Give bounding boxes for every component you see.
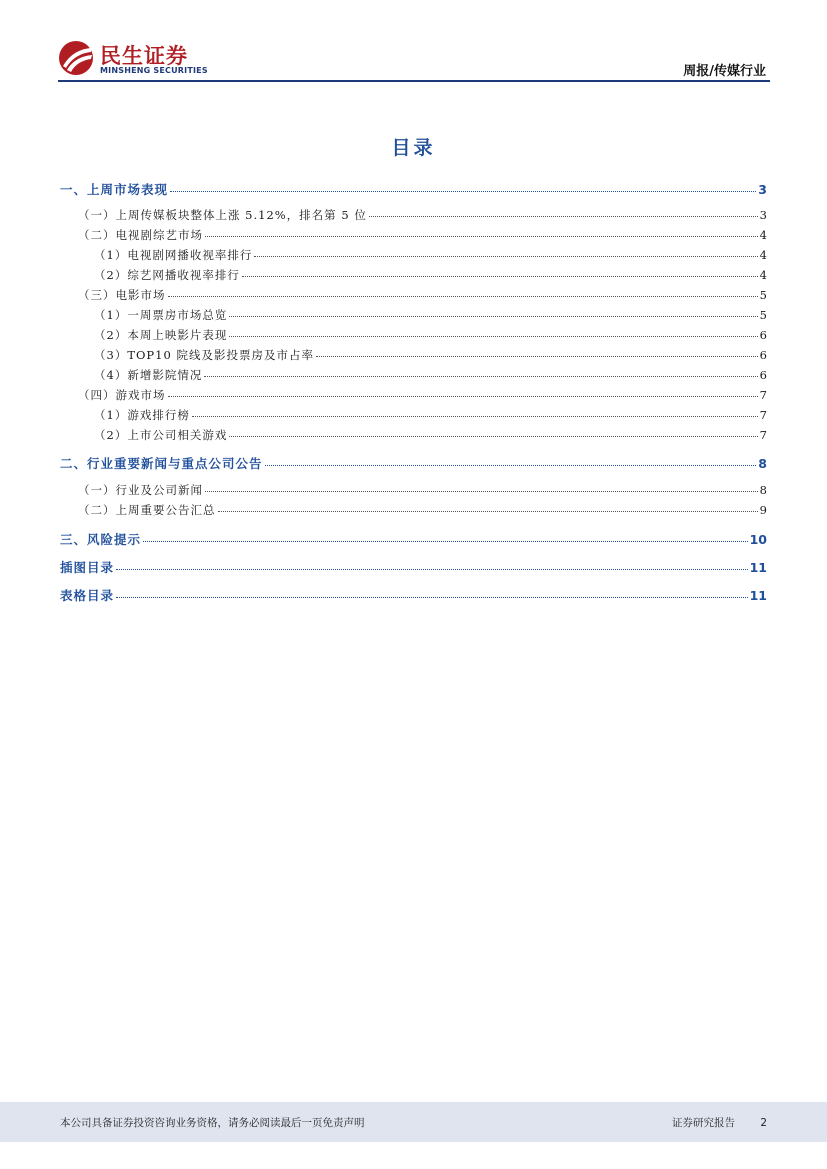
toc-entry-page: 5 (759, 308, 767, 322)
toc-entry-page: 4 (759, 268, 767, 282)
toc-entry-label: （一）上周传媒板块整体上涨 5.12%，排名第 5 位 (78, 208, 367, 222)
toc-entry[interactable] (94, 307, 767, 323)
minsheng-logo-icon (58, 40, 94, 76)
toc-entry[interactable] (60, 558, 767, 576)
toc-leader-dots (168, 296, 758, 297)
toc-entry-page: 3 (759, 208, 767, 222)
toc-leader-dots (143, 541, 748, 542)
toc-entry-page: 7 (759, 408, 767, 422)
footer-disclaimer: 本公司具备证券投资咨询业务资格，请务必阅读最后一页免责声明 (60, 1117, 365, 1129)
toc-leader-dots (369, 216, 758, 217)
toc-entry-label: （2）综艺网播收视率排行 (94, 268, 240, 282)
toc-entry-label: （1）电视剧网播收视率排行 (94, 248, 253, 262)
toc-leader-dots (192, 416, 758, 417)
toc-leader-dots (218, 511, 758, 512)
page-number: 2 (760, 1117, 767, 1129)
toc-entry-page: 6 (759, 328, 767, 342)
toc-leader-dots (168, 396, 758, 397)
toc-entry[interactable] (60, 586, 767, 604)
toc-leader-dots (205, 491, 758, 492)
toc-entry-page: 9 (759, 503, 767, 517)
toc-entry-label: 一、上周市场表现 (60, 182, 169, 197)
toc-entry[interactable] (94, 247, 767, 263)
toc-leader-dots (204, 376, 757, 377)
toc-entry-page: 8 (759, 483, 767, 497)
toc-entry-label: （二）上周重要公告汇总 (78, 503, 216, 517)
toc-entry-page: 4 (759, 228, 767, 242)
toc-entry[interactable] (94, 427, 767, 443)
logo-chinese-name: 民生证券 (100, 44, 188, 68)
toc-entry-label: （一）行业及公司新闻 (78, 483, 203, 497)
toc-entry-page: 7 (759, 388, 767, 402)
header-divider (58, 80, 770, 82)
toc-entry[interactable] (78, 502, 767, 518)
toc-leader-dots (205, 236, 758, 237)
toc-entry[interactable] (78, 287, 767, 303)
toc-leader-dots (170, 191, 756, 192)
toc-entry[interactable] (94, 347, 767, 363)
toc-entry-page: 8 (758, 456, 767, 471)
toc-leader-dots (229, 316, 757, 317)
toc-entry[interactable] (94, 367, 767, 383)
toc-entry-page: 4 (759, 248, 767, 262)
report-type-label: 周报/传媒行业 (683, 64, 766, 79)
toc-entry[interactable] (94, 327, 767, 343)
toc-leader-dots (229, 436, 757, 437)
toc-entry[interactable] (60, 530, 767, 548)
toc-entry-label: （2）上市公司相关游戏 (94, 428, 228, 442)
page-header (58, 36, 770, 82)
logo-english-name: MINSHENG SECURITIES (100, 66, 208, 75)
toc-entry-label: 二、行业重要新闻与重点公司公告 (60, 456, 263, 471)
toc-leader-dots (316, 356, 758, 357)
toc-entry-label: （二）电视剧综艺市场 (78, 228, 203, 242)
toc-entry-label: （四）游戏市场 (78, 388, 166, 402)
toc-entry-label: （2）本周上映影片表现 (94, 328, 228, 342)
toc-entry-page: 10 (749, 532, 767, 547)
toc-entry[interactable] (78, 387, 767, 403)
toc-entry-page: 5 (759, 288, 767, 302)
toc-entry-page: 11 (749, 588, 767, 603)
toc-leader-dots (265, 465, 757, 466)
toc-entry[interactable] (78, 227, 767, 243)
toc-entry-page: 6 (759, 348, 767, 362)
toc-entry[interactable] (60, 180, 767, 198)
toc-leader-dots (116, 569, 748, 570)
toc-entry-label: 插图目录 (60, 560, 115, 575)
toc-leader-dots (116, 597, 748, 598)
toc-entry-label: 三、风险提示 (60, 532, 142, 547)
toc-entry-label: （3）TOP10 院线及影投票房及市占率 (94, 348, 314, 362)
toc-entry[interactable] (78, 482, 767, 498)
toc-entry-label: （三）电影市场 (78, 288, 166, 302)
toc-leader-dots (229, 336, 757, 337)
toc-entry-page: 6 (759, 368, 767, 382)
toc-entry-page: 11 (749, 560, 767, 575)
toc-entry-page: 7 (759, 428, 767, 442)
toc-leader-dots (242, 276, 758, 277)
toc-entry-page: 3 (758, 182, 767, 197)
toc-entry[interactable] (78, 207, 767, 223)
toc-entry[interactable] (60, 454, 767, 472)
toc-entry-label: 表格目录 (60, 588, 115, 603)
toc-leader-dots (254, 256, 757, 257)
toc-entry[interactable] (94, 407, 767, 423)
toc-entry-label: （1）一周票房市场总览 (94, 308, 228, 322)
page-footer (0, 1102, 827, 1142)
toc-entry[interactable] (94, 267, 767, 283)
toc-entry-label: （4）新增影院情况 (94, 368, 203, 382)
toc-title: 目录 (391, 137, 436, 159)
footer-doc-type: 证券研究报告 (671, 1117, 735, 1129)
toc-entry-label: （1）游戏排行榜 (94, 408, 190, 422)
footer-right (672, 1115, 767, 1130)
